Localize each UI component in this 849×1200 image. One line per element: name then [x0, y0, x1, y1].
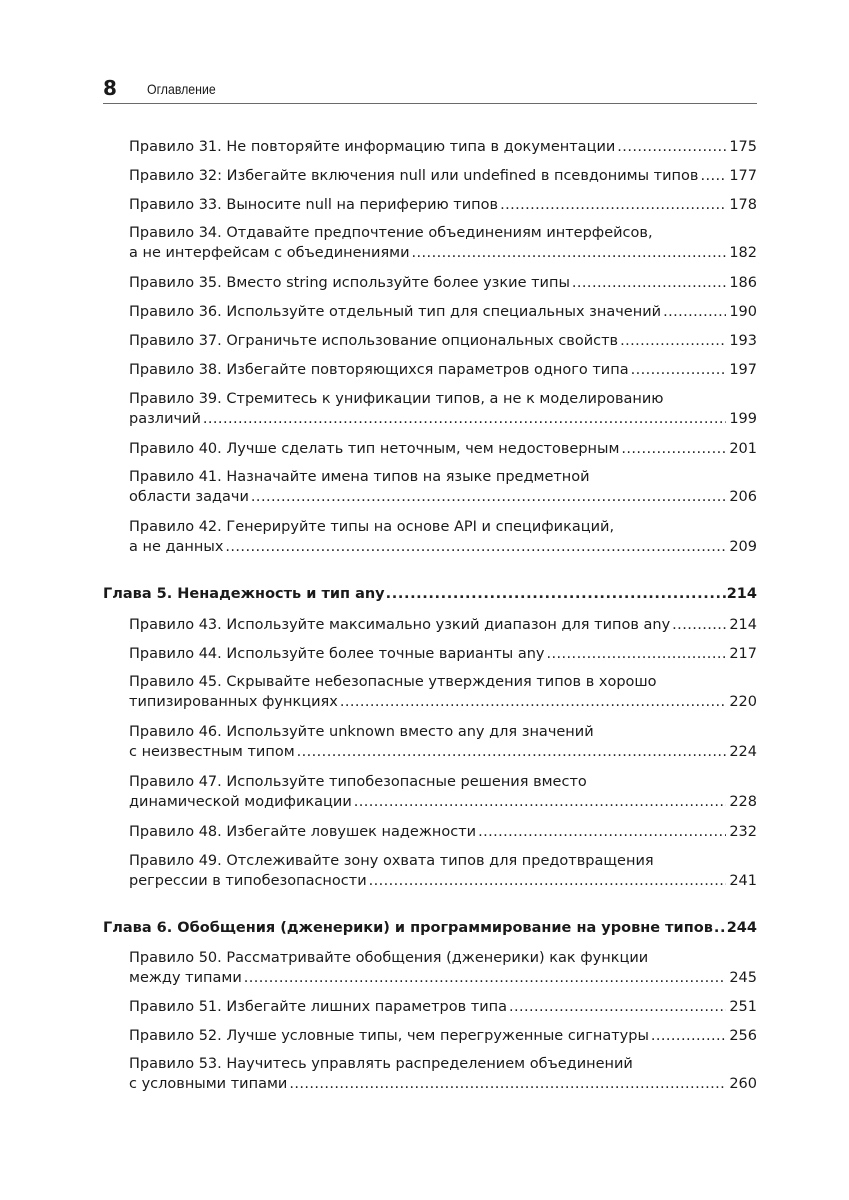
toc-entry-title: Правило 48. Избегайте ловушек надежности	[129, 824, 477, 840]
toc-entry-title-continued: регрессии в типобезопасности	[129, 873, 367, 889]
dot-leader	[663, 302, 726, 322]
dot-leader	[225, 537, 726, 557]
toc-page-number: 182	[729, 245, 757, 261]
toc-page-number: 256	[729, 1028, 757, 1044]
dot-leader	[386, 584, 726, 604]
toc-page-number: 244	[726, 920, 757, 936]
toc-entry-rule[interactable]	[129, 137, 757, 157]
toc-entry-title: Правило 52. Лучше условные типы, чем перегруженные сигнатуры	[129, 1028, 649, 1044]
toc-entry-title: Правило 49. Отслеживайте зону охвата типов для предотвращения	[129, 853, 654, 869]
toc-entry-rule[interactable]	[129, 1026, 757, 1046]
toc-entry-title-continued: с неизвестным типом	[129, 744, 295, 760]
toc-entry-rule[interactable]	[129, 331, 757, 351]
toc-entry-title-continued: а не данных	[129, 539, 224, 555]
toc-entry-rule[interactable]	[129, 772, 757, 812]
toc-page-number: 178	[729, 197, 757, 213]
toc-entry-title: Правило 31. Не повторяйте информацию типа в документации	[129, 139, 616, 155]
toc-entry-rule[interactable]	[129, 273, 757, 293]
toc-entry-title: Правило 46. Используйте unknown вместо any для значений	[129, 724, 594, 740]
dot-leader	[297, 742, 727, 762]
dot-leader	[412, 243, 727, 263]
toc-entry-chapter[interactable]	[103, 584, 757, 604]
toc-page-number: 214	[726, 586, 757, 602]
toc-entry-title: Правило 42. Генерируйте типы на основе API и спецификаций,	[129, 519, 615, 535]
toc-entry-title-continued: между типами	[129, 970, 242, 986]
toc-entry-title-continued: с условными типами	[129, 1076, 288, 1092]
toc-entry-title-continued: динамической модификации	[129, 794, 352, 810]
toc-page-number: 206	[729, 489, 757, 505]
toc-entry-title: Правило 38. Избегайте повторяющихся параметров одного типа	[129, 362, 629, 378]
toc-page-number: 224	[729, 744, 757, 760]
toc-page-number: 186	[729, 275, 757, 291]
toc-page-number: 199	[729, 411, 757, 427]
toc-page-number: 245	[729, 970, 757, 986]
toc-entry-rule[interactable]	[129, 166, 757, 186]
toc-entry-title: Правило 53. Научитесь управлять распределением объединений	[129, 1056, 633, 1072]
page-number: 8	[103, 76, 117, 100]
toc-page-number: 175	[729, 139, 757, 155]
toc-entry-rule[interactable]	[129, 997, 757, 1017]
dot-leader	[354, 792, 727, 812]
toc-entry-title: Правило 41. Назначайте имена типов на языке предметной	[129, 469, 590, 485]
toc-entry-title: Правило 35. Вместо string используйте более узкие типы	[129, 275, 570, 291]
toc-entry-title: Правило 39. Стремитесь к унификации типов, а не к моделированию	[129, 391, 664, 407]
toc-entry-rule[interactable]	[129, 822, 757, 842]
toc-entry-title-continued: различий	[129, 411, 201, 427]
toc-entry-title-continued: а не интерфейсам с объединениями	[129, 245, 410, 261]
toc-entry-chapter[interactable]	[103, 918, 757, 938]
toc-entry-rule[interactable]	[129, 360, 757, 380]
dot-leader	[672, 615, 726, 635]
dot-leader	[651, 1026, 726, 1046]
toc-entry-rule[interactable]	[129, 644, 757, 664]
toc-entry-rule[interactable]	[129, 851, 757, 891]
toc-entry-title: Правило 32: Избегайте включения null или undefined в псевдонимы типов	[129, 168, 699, 184]
toc-chapter-title: Глава 5. Ненадежность и тип any	[103, 586, 385, 602]
toc-page-number: 197	[729, 362, 757, 378]
toc-page-number: 217	[729, 646, 757, 662]
dot-leader	[369, 871, 727, 891]
dot-leader	[203, 409, 726, 429]
toc-entry-rule[interactable]	[129, 467, 757, 507]
dot-leader	[289, 1074, 726, 1094]
dot-leader	[617, 137, 726, 157]
dot-leader	[500, 195, 726, 215]
toc-entry-title: Правило 45. Скрывайте небезопасные утверждения типов в хорошо	[129, 674, 657, 690]
dot-leader	[509, 997, 726, 1017]
toc-entry-title: Правило 34. Отдавайте предпочтение объединениям интерфейсов,	[129, 225, 653, 241]
toc-entry-rule[interactable]	[129, 389, 757, 429]
toc-entry-title: Правило 37. Ограничьте использование опциональных свойств	[129, 333, 619, 349]
dot-leader	[621, 439, 726, 459]
toc-entry-rule[interactable]	[129, 517, 757, 557]
dot-leader	[631, 360, 727, 380]
toc-page-number: 193	[729, 333, 757, 349]
toc-page-number: 177	[729, 168, 757, 184]
dot-leader	[251, 487, 726, 507]
toc-page-number: 209	[729, 539, 757, 555]
toc-entry-rule[interactable]	[129, 615, 757, 635]
dot-leader	[620, 331, 726, 351]
toc-page-number: 232	[729, 824, 757, 840]
dot-leader	[244, 968, 727, 988]
toc-entry-rule[interactable]	[129, 223, 757, 263]
toc-page-number: 241	[729, 873, 757, 889]
dot-leader	[340, 692, 726, 712]
dot-leader	[572, 273, 726, 293]
toc-entry-title: Правило 44. Используйте более точные варианты any	[129, 646, 545, 662]
toc-entry-title-continued: типизированных функциях	[129, 694, 338, 710]
toc-entry-rule[interactable]	[129, 302, 757, 322]
toc-entry-rule[interactable]	[129, 722, 757, 762]
toc-entry-rule[interactable]	[129, 948, 757, 988]
toc-entry-title: Правило 40. Лучше сделать тип неточным, чем недостоверным	[129, 441, 620, 457]
dot-leader	[547, 644, 727, 664]
dot-leader	[714, 918, 726, 938]
toc-entry-title: Правило 50. Рассматривайте обобщения (дженерики) как функции	[129, 950, 649, 966]
toc-entry-title: Правило 47. Используйте типобезопасные решения вместо	[129, 774, 587, 790]
toc-page-number: 251	[729, 999, 757, 1015]
running-title: Оглавление	[147, 81, 216, 97]
toc-page-number: 190	[729, 304, 757, 320]
dot-leader	[700, 166, 726, 186]
toc-entry-title-continued: области задачи	[129, 489, 249, 505]
toc-entry-title: Правило 43. Используйте максимально узкий диапазон для типов any	[129, 617, 671, 633]
toc-chapter-title: Глава 6. Обобщения (дженерики) и программирование на уровне типов	[103, 920, 713, 936]
toc-entry-rule[interactable]	[129, 672, 757, 712]
toc-entry-title: Правило 33. Выносите null на периферию типов	[129, 197, 499, 213]
dot-leader	[478, 822, 726, 842]
toc-page-number: 214	[729, 617, 757, 633]
toc-entry-rule[interactable]	[129, 1054, 757, 1094]
toc-page-number: 228	[729, 794, 757, 810]
toc-page-number: 220	[729, 694, 757, 710]
toc-page-number: 260	[729, 1076, 757, 1092]
toc-entry-rule[interactable]	[129, 439, 757, 459]
toc-entry-rule[interactable]	[129, 195, 757, 215]
toc-entry-title: Правило 36. Используйте отдельный тип для специальных значений	[129, 304, 662, 320]
toc-page-number: 201	[729, 441, 757, 457]
toc-entry-title: Правило 51. Избегайте лишних параметров типа	[129, 999, 507, 1015]
